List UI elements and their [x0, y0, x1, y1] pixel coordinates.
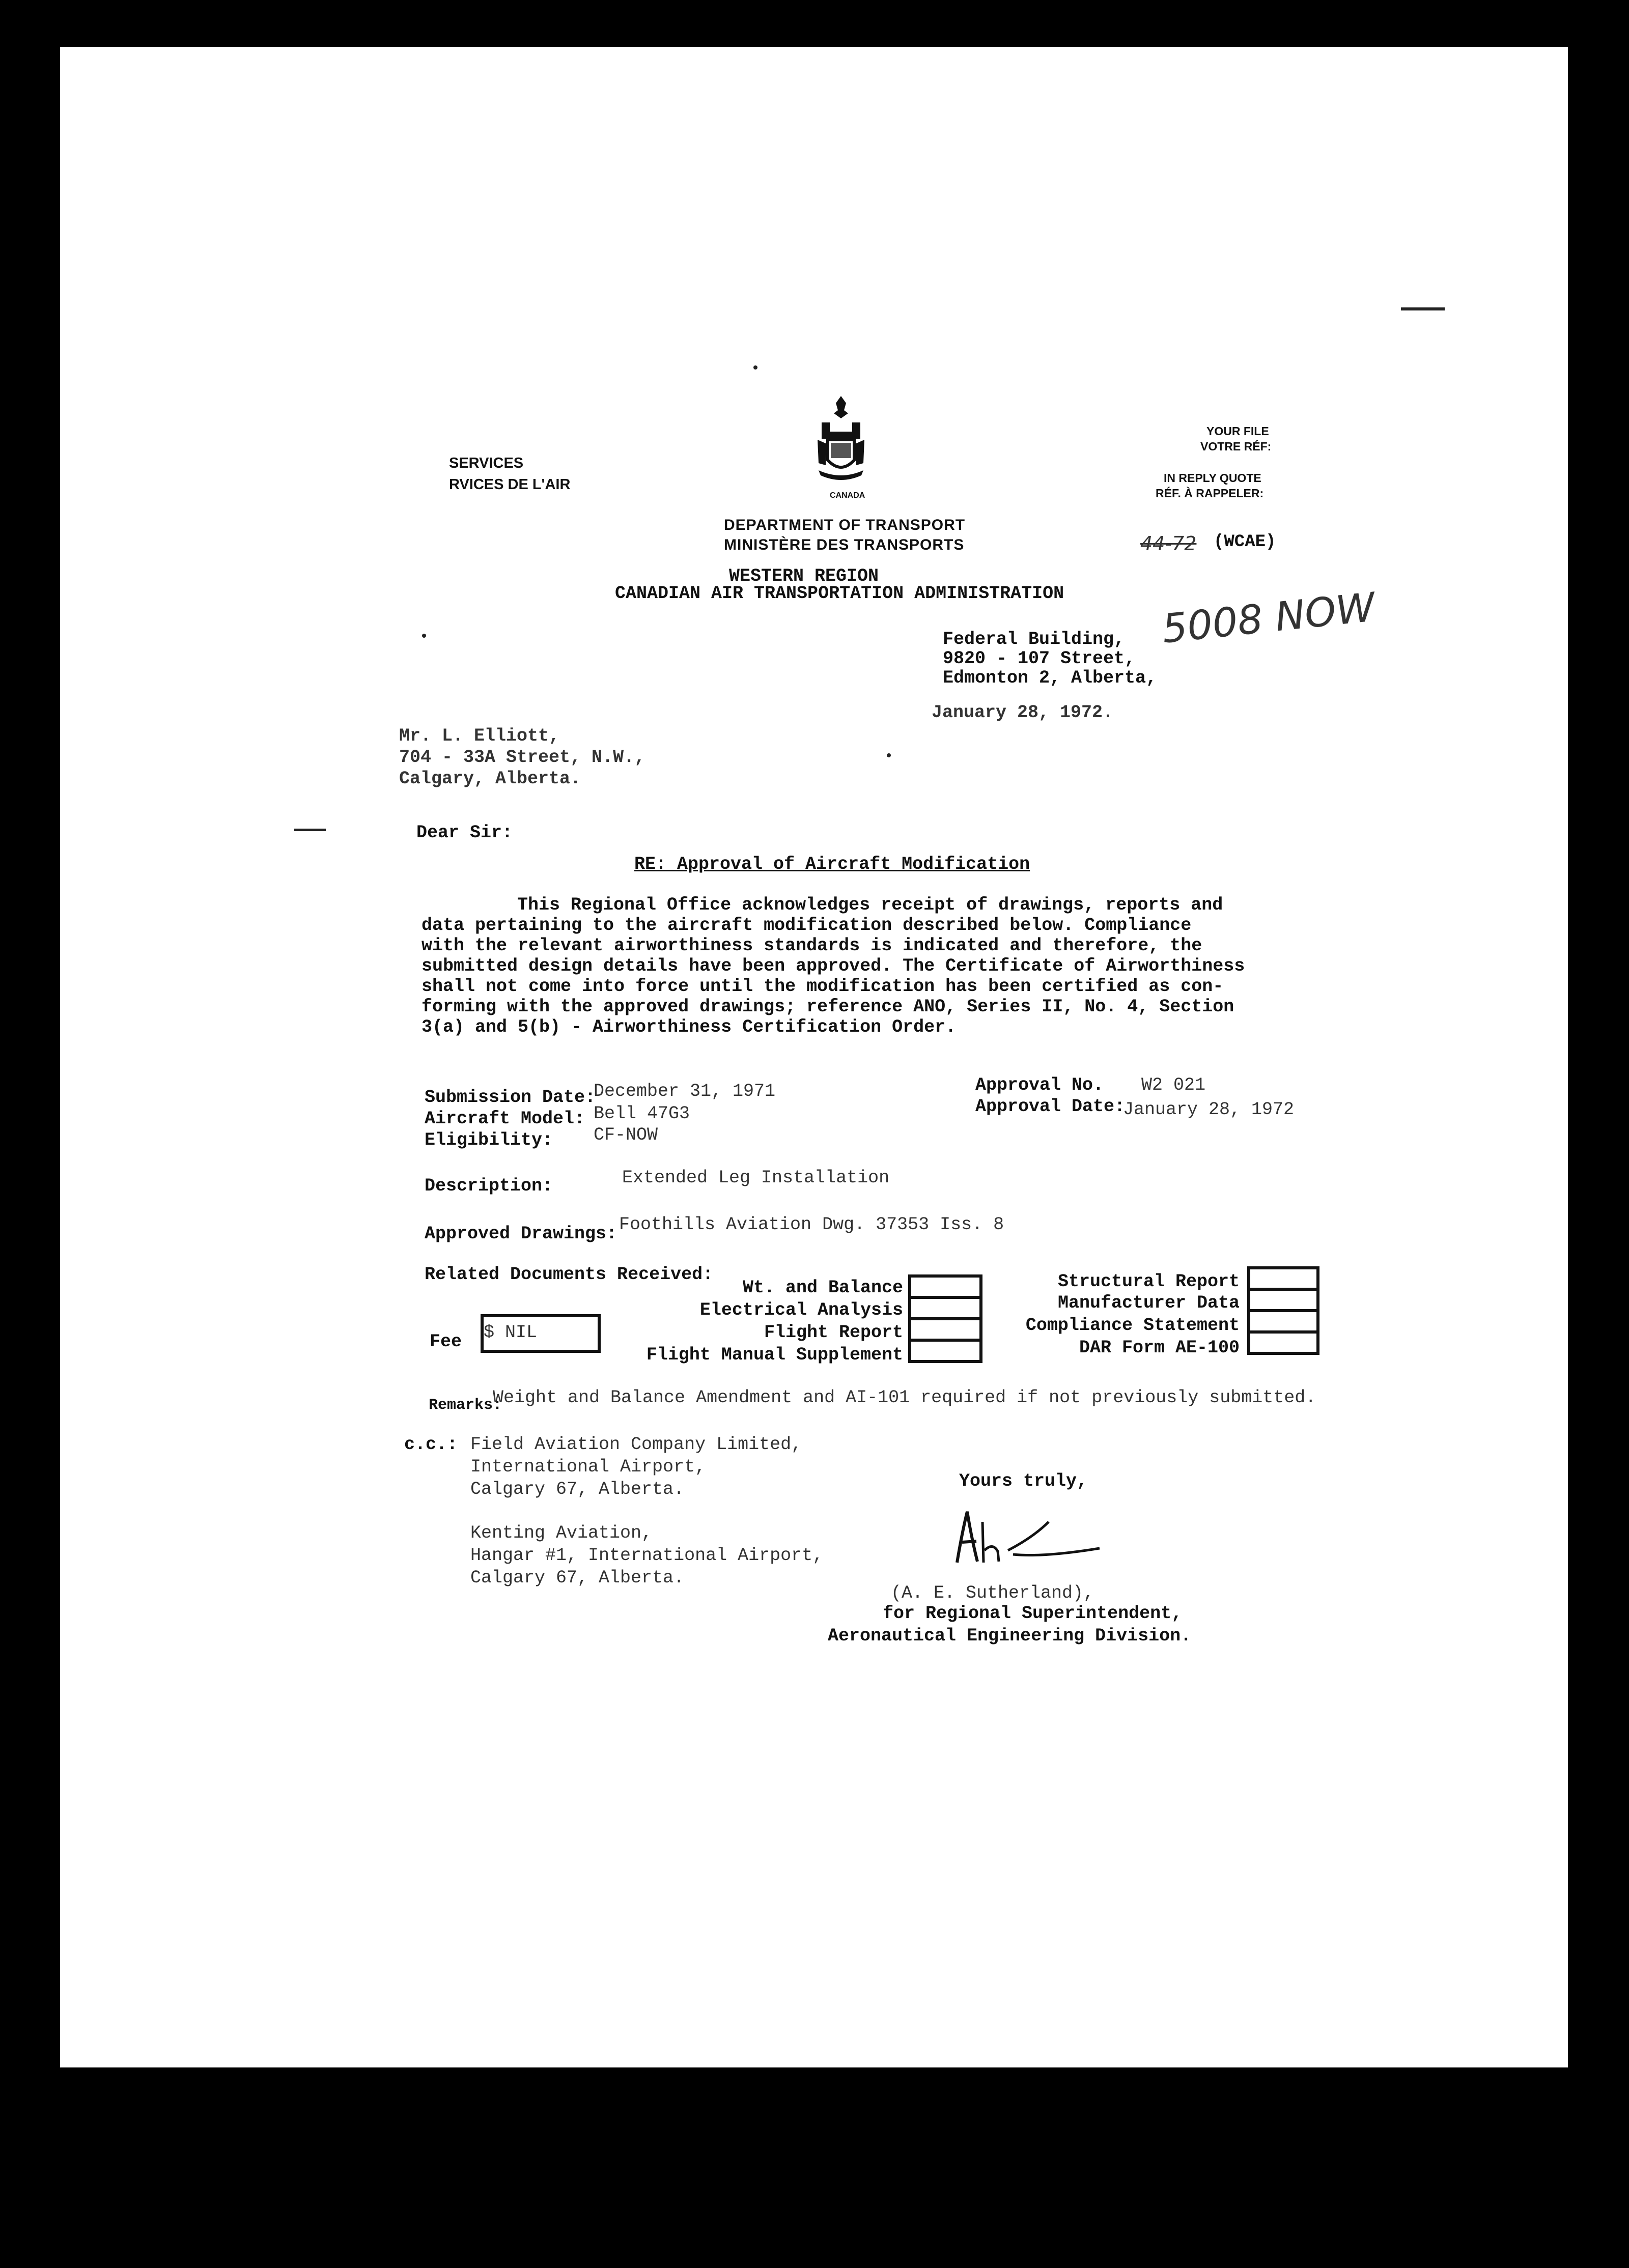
cc2-line-1: Kenting Aviation,	[470, 1523, 653, 1543]
cc1-line-2: International Airport,	[470, 1457, 706, 1477]
approval-no-value: W2 021	[1141, 1075, 1206, 1095]
coat-of-arms-icon	[814, 393, 867, 490]
scan-mark-dash	[294, 829, 326, 831]
eligibility-value: CF-NOW	[594, 1125, 658, 1145]
recipient-city: Calgary, Alberta.	[399, 769, 581, 789]
dept-fr: MINISTÈRE DES TRANSPORTS	[724, 536, 965, 553]
scan-mark-dot-2	[887, 753, 891, 757]
handwritten-file-no: 5008 NOW	[1160, 584, 1378, 653]
related-documents-label: Related Documents Received:	[425, 1264, 714, 1285]
file-ref-struck: 44-72	[1140, 532, 1197, 555]
service-fr: RVICES DE L'AIR	[449, 476, 571, 493]
body-line-6: forming with the approved drawings; reference ANO, Series II, No. 4, Section	[422, 997, 1234, 1017]
votre-ref-label: VOTRE RÉF:	[1200, 440, 1272, 453]
file-ref: (WCAE)	[1214, 532, 1276, 552]
checkbox-wt-balance[interactable]	[908, 1274, 982, 1299]
cc2-line-2: Hangar #1, International Airport,	[470, 1545, 824, 1566]
region: WESTERN REGION	[729, 566, 879, 586]
checkbox-electrical[interactable]	[908, 1296, 982, 1320]
dept-en: DEPARTMENT OF TRANSPORT	[724, 517, 966, 533]
crest-label: CANADA	[830, 491, 865, 500]
letter-date: January 28, 1972.	[932, 702, 1114, 723]
doc-flight-manual: Flight Manual Supplement	[646, 1345, 903, 1365]
doc-structural: Structural Report	[1057, 1271, 1240, 1292]
body-line-5: shall not come into force until the modification has been certified as con-	[422, 976, 1224, 997]
recipient-street: 704 - 33A Street, N.W.,	[399, 747, 645, 768]
checkbox-flight-report[interactable]	[908, 1317, 982, 1342]
recipient-name: Mr. L. Elliott,	[399, 726, 560, 746]
doc-electrical: Electrical Analysis	[699, 1300, 903, 1320]
approval-date-value: January 28, 1972	[1123, 1099, 1295, 1120]
cc1-line-3: Calgary 67, Alberta.	[470, 1479, 685, 1499]
checkbox-manufacturer[interactable]	[1247, 1288, 1319, 1312]
body-line-1: This Regional Office acknowledges receipt of drawings, reports and	[517, 895, 1223, 915]
approval-date-label: Approval Date:	[975, 1096, 1126, 1117]
in-reply-label: IN REPLY QUOTE	[1164, 471, 1261, 485]
cc1-line-1: Field Aviation Company Limited,	[470, 1434, 802, 1455]
approved-drawings-value: Foothills Aviation Dwg. 37353 Iss. 8	[619, 1214, 1004, 1235]
doc-wt-balance: Wt. and Balance	[742, 1278, 903, 1298]
subject: RE: Approval of Aircraft Modification	[634, 854, 1030, 874]
scan-mark-dot-3	[753, 365, 757, 370]
doc-dar-form: DAR Form AE-100	[1079, 1338, 1240, 1358]
cc-label: c.c.:	[404, 1434, 458, 1455]
description-value: Extended Leg Installation	[622, 1168, 890, 1188]
ref-rappeler-label: RÉF. À RAPPELER:	[1156, 487, 1264, 500]
eligibility-label: Eligibility:	[425, 1130, 553, 1150]
submission-date-label: Submission Date:	[425, 1087, 596, 1108]
signer-name: (A. E. Sutherland),	[891, 1583, 1094, 1603]
checkbox-structural[interactable]	[1247, 1266, 1319, 1291]
checkbox-flight-manual[interactable]	[908, 1339, 982, 1363]
scan-mark-dot	[422, 634, 426, 638]
remarks-label: Remarks:	[429, 1397, 502, 1414]
aircraft-model-label: Aircraft Model:	[425, 1109, 585, 1129]
doc-compliance: Compliance Statement	[1025, 1315, 1240, 1336]
signature-icon	[947, 1501, 1110, 1573]
submission-date-value: December 31, 1971	[594, 1081, 776, 1101]
checkbox-dar-form[interactable]	[1247, 1330, 1319, 1355]
signer-title-2: Aeronautical Engineering Division.	[828, 1626, 1192, 1646]
approved-drawings-label: Approved Drawings:	[425, 1224, 617, 1244]
checkbox-compliance[interactable]	[1247, 1309, 1319, 1334]
body-line-7: 3(a) and 5(b) - Airworthiness Certification Order.	[422, 1017, 957, 1037]
fee-label: Fee	[430, 1331, 462, 1352]
signer-title-1: for Regional Superintendent,	[883, 1603, 1183, 1624]
your-file-label: YOUR FILE	[1206, 424, 1269, 438]
address-line-2: 9820 - 107 Street,	[943, 648, 1136, 669]
address-line-1: Federal Building,	[943, 629, 1125, 649]
doc-manufacturer: Manufacturer Data	[1057, 1293, 1240, 1313]
letter-page	[60, 47, 1568, 2067]
fee-value: $ NIL	[484, 1322, 538, 1343]
yours-truly: Yours truly,	[959, 1471, 1088, 1491]
service-en: SERVICES	[449, 455, 524, 471]
body-line-3: with the relevant airworthiness standards is indicated and therefore, the	[422, 935, 1202, 956]
scan-mark-arrow	[1401, 307, 1445, 310]
aircraft-model-value: Bell 47G3	[594, 1103, 690, 1124]
body-line-2: data pertaining to the aircraft modification described below. Compliance	[422, 915, 1192, 935]
description-label: Description:	[425, 1176, 553, 1196]
administration: CANADIAN AIR TRANSPORTATION ADMINISTRATION	[615, 583, 1064, 604]
remarks-value: Weight and Balance Amendment and AI-101 required if not previously submitted.	[493, 1387, 1316, 1408]
doc-flight-report: Flight Report	[764, 1322, 903, 1343]
address-line-3: Edmonton 2, Alberta,	[943, 668, 1157, 688]
salutation: Dear Sir:	[416, 823, 513, 843]
approval-no-label: Approval No.	[975, 1075, 1104, 1095]
body-line-4: submitted design details have been approved. The Certificate of Airworthiness	[422, 956, 1245, 976]
cc2-line-3: Calgary 67, Alberta.	[470, 1568, 685, 1588]
